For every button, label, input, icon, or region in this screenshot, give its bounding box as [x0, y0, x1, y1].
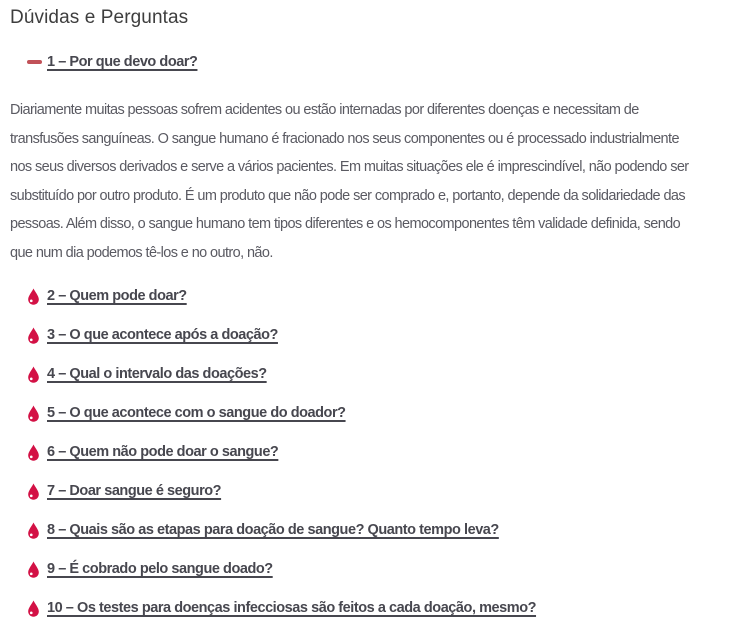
answer-line: transfusões sanguíneas. O sangue humano é fracionado nos seus componentes ou é processado industrialmente	[10, 130, 679, 147]
answer-line: substituído por outro produto. É um produto que não pode ser comprado e, portanto, depende da solidariedade das	[10, 187, 686, 204]
faq-item-collapsed[interactable]	[27, 287, 738, 305]
faq-item-collapsed[interactable]	[27, 365, 738, 383]
answer-line: que num dia podemos tê-los e no outro, não.	[10, 244, 273, 261]
faq-list	[10, 287, 738, 617]
faq-item-collapsed[interactable]	[27, 599, 738, 617]
blood-drop-icon	[27, 561, 40, 578]
answer-text	[10, 96, 738, 267]
faq-question-link[interactable]: 9 – É cobrado pelo sangue doado?	[47, 561, 273, 577]
faq-item-collapsed[interactable]	[27, 404, 738, 422]
answer-line: nos seus diversos derivados e serve a vários pacientes. Em muitas situações ele é imprescindível, não podendo ser	[10, 159, 689, 175]
page-title: Dúvidas e Perguntas	[10, 7, 189, 28]
faq-item-collapsed[interactable]	[27, 482, 738, 500]
faq-item-expanded[interactable]	[27, 53, 738, 71]
blood-drop-icon	[27, 327, 40, 344]
blood-drop-icon	[27, 522, 40, 539]
blood-drop-icon	[27, 405, 40, 422]
blood-drop-icon	[27, 483, 40, 500]
faq-item-collapsed[interactable]	[27, 326, 738, 344]
faq-item-collapsed[interactable]	[27, 443, 738, 461]
faq-question-link[interactable]: 1 – Por que devo doar?	[47, 54, 198, 70]
faq-question-link[interactable]: 3 – O que acontece após a doação?	[47, 327, 278, 343]
faq-question-link[interactable]: 6 – Quem não pode doar o sangue?	[47, 444, 279, 460]
blood-drop-icon	[27, 366, 40, 383]
answer-line: pessoas. Além disso, o sangue humano tem tipos diferentes e os hemocomponentes têm validade definida, sendo	[10, 216, 681, 232]
faq-question-link[interactable]: 5 – O que acontece com o sangue do doador?	[47, 405, 346, 421]
faq-question-link[interactable]: 8 – Quais são as etapas para doação de sangue? Quanto tempo leva?	[47, 522, 499, 538]
faq-item-collapsed[interactable]	[27, 521, 738, 539]
blood-drop-icon	[27, 288, 40, 305]
faq-item-collapsed[interactable]	[27, 560, 738, 578]
faq-question-link[interactable]: 2 – Quem pode doar?	[47, 288, 187, 304]
faq-question-link[interactable]: 7 – Doar sangue é seguro?	[47, 483, 222, 499]
blood-drop-icon	[27, 444, 40, 461]
faq-question-link[interactable]: 10 – Os testes para doenças infecciosas são feitos a cada doação, mesmo?	[47, 600, 537, 616]
answer-line: Diariamente muitas pessoas sofrem acidentes ou estão internadas por diferentes doenças e necessitam de	[10, 102, 639, 118]
blood-drop-icon	[27, 600, 40, 617]
minus-icon	[27, 60, 42, 64]
faq-question-link[interactable]: 4 – Qual o intervalo das doações?	[47, 366, 267, 382]
